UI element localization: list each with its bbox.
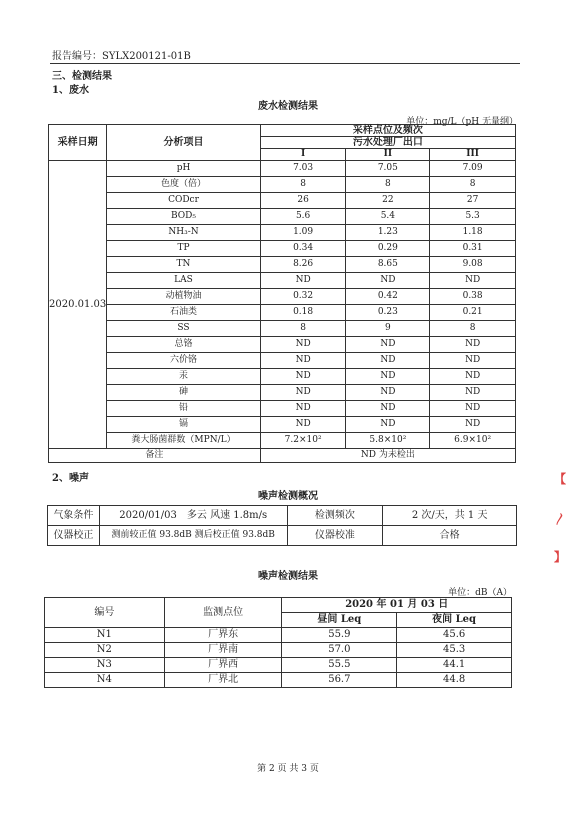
- table-row: [49, 433, 516, 449]
- result-value: 8: [430, 177, 516, 193]
- result-value: ND: [346, 337, 430, 353]
- result-value: 8: [430, 321, 516, 337]
- calibration-label: 仪器校正: [48, 526, 100, 546]
- table-row: [49, 257, 516, 273]
- table-row: [49, 353, 516, 369]
- noise-no: N4: [45, 673, 165, 688]
- col-point-frequency: 采样点位及频次: [260, 125, 515, 137]
- table-row: [49, 161, 516, 177]
- noise-result-table: [44, 597, 512, 688]
- instrument-check-label: 仪器校准: [287, 526, 383, 546]
- wastewater-unit: 单位：mg/L（pH 无量纲）: [406, 117, 518, 127]
- noise-unit: 单位：dB（A）: [448, 588, 512, 598]
- analysis-item: LAS: [107, 273, 260, 289]
- result-value: 1.09: [260, 225, 346, 241]
- table-row: [49, 241, 516, 257]
- result-value: 27: [430, 193, 516, 209]
- instrument-check-value: 合格: [383, 526, 517, 546]
- result-value: ND: [260, 369, 346, 385]
- noise-result-title: 噪声检测结果: [258, 571, 318, 582]
- result-value: ND: [260, 337, 346, 353]
- noise-night: 45.3: [397, 643, 512, 658]
- wastewater-table: [48, 124, 516, 463]
- table-row: [49, 273, 516, 289]
- table-row: [49, 321, 516, 337]
- col-analysis-item: 分析项目: [107, 125, 260, 161]
- result-value: ND: [260, 353, 346, 369]
- table-row: [49, 417, 516, 433]
- analysis-item: 色度（倍）: [107, 177, 260, 193]
- result-value: 7.03: [260, 161, 346, 177]
- analysis-item: 镉: [107, 417, 260, 433]
- col-night-leq: 夜间 Leq: [397, 613, 512, 628]
- frequency-value: 2 次/天，共 1 天: [383, 506, 517, 526]
- result-value: 0.34: [260, 241, 346, 257]
- col-monitor-date: 2020 年 01 月 03 日: [282, 598, 512, 613]
- result-value: 22: [346, 193, 430, 209]
- table-row: [49, 225, 516, 241]
- col-monitor-point: 监测点位: [164, 598, 282, 628]
- col-sample-date: 采样日期: [49, 125, 107, 161]
- result-value: 0.31: [430, 241, 516, 257]
- table-row: [45, 673, 512, 688]
- result-value: ND: [346, 401, 430, 417]
- analysis-item: 六价铬: [107, 353, 260, 369]
- table-row: [45, 658, 512, 673]
- result-value: 7.05: [346, 161, 430, 177]
- col-day-leq: 昼间 Leq: [282, 613, 397, 628]
- noise-no: N1: [45, 628, 165, 643]
- noise-day: 55.5: [282, 658, 397, 673]
- result-value: ND: [346, 385, 430, 401]
- result-value: 1.18: [430, 225, 516, 241]
- result-value: 8: [346, 177, 430, 193]
- result-value: 8: [260, 177, 346, 193]
- table-row: [45, 643, 512, 658]
- result-value: ND: [430, 353, 516, 369]
- result-value: 26: [260, 193, 346, 209]
- noise-day: 57.0: [282, 643, 397, 658]
- result-value: ND: [430, 369, 516, 385]
- report-number: 报告编号：SYLX200121-01B: [52, 51, 191, 62]
- result-value: ND: [260, 385, 346, 401]
- result-value: 5.6: [260, 209, 346, 225]
- result-value: 0.32: [260, 289, 346, 305]
- analysis-item: 粪大肠菌群数（MPN/L）: [107, 433, 260, 449]
- table-row: [49, 401, 516, 417]
- result-value: 0.38: [430, 289, 516, 305]
- analysis-item: 砷: [107, 385, 260, 401]
- noise-point: 厂界东: [164, 628, 282, 643]
- result-value: ND: [430, 417, 516, 433]
- remark-value: ND 为未检出: [260, 449, 515, 463]
- result-value: 0.18: [260, 305, 346, 321]
- analysis-item: TN: [107, 257, 260, 273]
- table-row: [49, 385, 516, 401]
- analysis-item: 石油类: [107, 305, 260, 321]
- noise-point: 厂界西: [164, 658, 282, 673]
- result-value: 8.65: [346, 257, 430, 273]
- analysis-item: 动植物油: [107, 289, 260, 305]
- header-divider: [50, 63, 520, 64]
- table-row: [45, 628, 512, 643]
- result-value: 7.09: [430, 161, 516, 177]
- result-value: 9.08: [430, 257, 516, 273]
- table-row: [49, 289, 516, 305]
- noise-point: 厂界北: [164, 673, 282, 688]
- result-value: 0.29: [346, 241, 430, 257]
- seal-fragment: 【: [553, 472, 566, 486]
- result-value: 5.8×10²: [346, 433, 430, 449]
- noise-overview-table: [47, 505, 517, 546]
- result-value: 6.9×10²: [430, 433, 516, 449]
- section-title: 三、检测结果: [52, 71, 112, 82]
- table-row: [49, 369, 516, 385]
- result-value: 0.42: [346, 289, 430, 305]
- table-row: [49, 177, 516, 193]
- analysis-item: 铅: [107, 401, 260, 417]
- result-value: ND: [430, 273, 516, 289]
- noise-no: N2: [45, 643, 165, 658]
- result-value: 0.23: [346, 305, 430, 321]
- analysis-item: pH: [107, 161, 260, 177]
- wastewater-heading: 1、废水: [52, 85, 89, 96]
- analysis-item: 汞: [107, 369, 260, 385]
- table-row: [49, 209, 516, 225]
- table-row: [49, 337, 516, 353]
- page-footer: 第 2 页 共 3 页: [257, 764, 319, 774]
- noise-no: N3: [45, 658, 165, 673]
- remark-row: [49, 449, 516, 463]
- wastewater-table-title: 废水检测结果: [258, 101, 318, 112]
- analysis-item: BOD₅: [107, 209, 260, 225]
- noise-night: 45.6: [397, 628, 512, 643]
- table-row: [49, 305, 516, 321]
- result-value: ND: [260, 417, 346, 433]
- result-value: ND: [346, 417, 430, 433]
- result-value: ND: [346, 273, 430, 289]
- result-value: ND: [346, 353, 430, 369]
- freq-3: III: [430, 149, 516, 161]
- result-value: ND: [260, 273, 346, 289]
- analysis-item: TP: [107, 241, 260, 257]
- result-value: ND: [430, 337, 516, 353]
- result-value: 5.3: [430, 209, 516, 225]
- noise-night: 44.8: [397, 673, 512, 688]
- analysis-item: NH₃-N: [107, 225, 260, 241]
- seal-fragment: 〳: [553, 512, 566, 526]
- result-value: 9: [346, 321, 430, 337]
- noise-overview-title: 噪声检测概况: [258, 491, 318, 502]
- noise-heading: 2、噪声: [52, 473, 89, 484]
- result-value: 5.4: [346, 209, 430, 225]
- analysis-item: CODcr: [107, 193, 260, 209]
- calibration-value: 测前较正值 93.8dB 测后校正值 93.8dB: [99, 526, 287, 546]
- result-value: 7.2×10²: [260, 433, 346, 449]
- noise-night: 44.1: [397, 658, 512, 673]
- frequency-label: 检测频次: [287, 506, 383, 526]
- freq-1: I: [260, 149, 346, 161]
- analysis-item: SS: [107, 321, 260, 337]
- weather-label: 气象条件: [48, 506, 100, 526]
- result-value: 8: [260, 321, 346, 337]
- sample-date: 2020.01.03: [49, 161, 107, 449]
- result-value: 0.21: [430, 305, 516, 321]
- freq-2: II: [346, 149, 430, 161]
- result-value: ND: [430, 385, 516, 401]
- result-value: ND: [346, 369, 430, 385]
- seal-fragment: 】: [553, 550, 566, 564]
- noise-point: 厂界南: [164, 643, 282, 658]
- noise-day: 56.7: [282, 673, 397, 688]
- result-value: 1.23: [346, 225, 430, 241]
- weather-value: 2020/01/03 多云 风速 1.8m/s: [99, 506, 287, 526]
- result-value: ND: [260, 401, 346, 417]
- table-row: [49, 193, 516, 209]
- remark-label: 备注: [49, 449, 261, 463]
- noise-day: 55.9: [282, 628, 397, 643]
- result-value: ND: [430, 401, 516, 417]
- result-value: 8.26: [260, 257, 346, 273]
- col-outlet: 污水处理厂出口: [260, 137, 515, 149]
- analysis-item: 总铬: [107, 337, 260, 353]
- col-number: 编号: [45, 598, 165, 628]
